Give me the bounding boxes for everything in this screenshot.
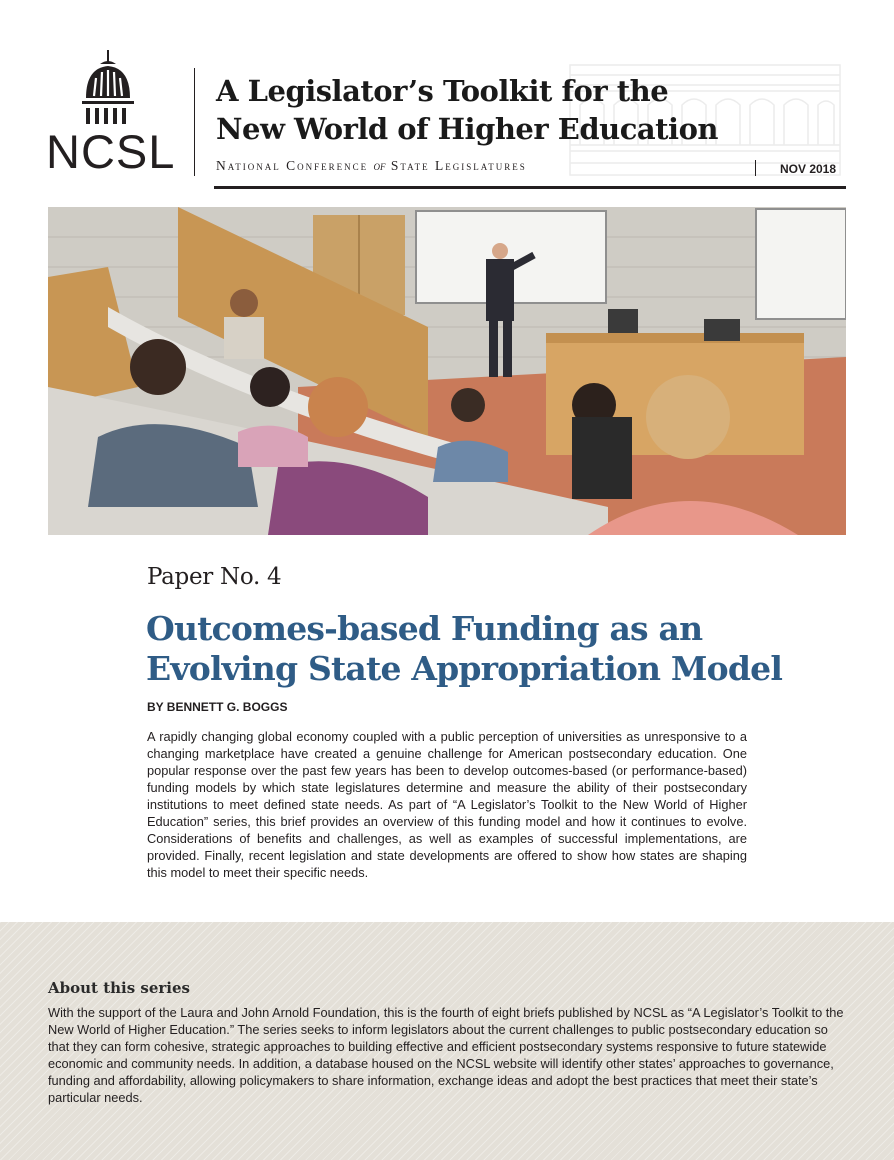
document-header: [0, 0, 894, 200]
abstract-paragraph: A rapidly changing global economy coupled with a public perception of universities as unresponsive to a changing marketplace have created a genuine challenge for American postsecondary education. One popular response over the past few years has been to develop outcomes-based (or performance-based) funding models by which state legislatures determine and measure the ability of their postsecondary institutions to meet defined state needs. As part of “A Legislator’s Toolkit to the New World of Higher Education” series, this brief provides an overview of this funding model and how it continues to evolve. Considerations of benefits and challenges, as well as examples of successful implementations, are provided. Finally, recent legislation and state developments are offered to show how states are shaping this model to meet their specific needs.: [147, 729, 747, 880]
org-name-part-1: National Conference: [216, 158, 369, 173]
logo-wordmark: NCSL: [46, 125, 176, 178]
paper-number: Paper No. 4: [147, 564, 282, 590]
date-separator: [755, 160, 756, 176]
ncsl-logo: [46, 48, 182, 178]
article-title: [146, 609, 782, 689]
organization-name: [216, 158, 527, 174]
byline: BY BENNETT G. BOGGS: [147, 700, 288, 714]
about-series-panel: [0, 922, 894, 1160]
classroom-photo: [48, 207, 846, 535]
about-series-heading: About this series: [48, 979, 190, 997]
capitol-dome-icon: [78, 48, 138, 128]
toolkit-title-line-1: A Legislator’s Toolkit for the: [216, 74, 669, 108]
org-name-of: of: [373, 158, 386, 173]
org-name-part-2: State Legislatures: [390, 158, 527, 173]
toolkit-title-line-2: New World of Higher Education: [216, 112, 719, 146]
about-series-body: With the support of the Laura and John Arnold Foundation, this is the fourth of eight briefs published by NCSL as “A Legislator’s Toolkit to the New World of Higher Education.” The series seeks to inform legislators about the current challenges to public postsecondary education so that they can form cohesive, strategic approaches to building effective and efficient postsecondary systems responsive to future statewide economic and community needs. In addition, a database housed on the NCSL website will identify other states’ approaches to governance, funding and affordability, allowing policymakers to share information, exchange ideas and adopt the best practices that meet their state’s particular needs.: [48, 1005, 844, 1105]
header-rule: [214, 186, 846, 189]
publication-date: NOV 2018: [780, 162, 837, 176]
toolkit-title: [216, 72, 718, 148]
classroom-photo-icon: [48, 207, 846, 535]
logo-divider: [194, 68, 195, 176]
article-title-line-2: Evolving State Appropriation Model: [146, 649, 783, 688]
article-title-line-1: Outcomes-based Funding as an: [146, 609, 703, 648]
